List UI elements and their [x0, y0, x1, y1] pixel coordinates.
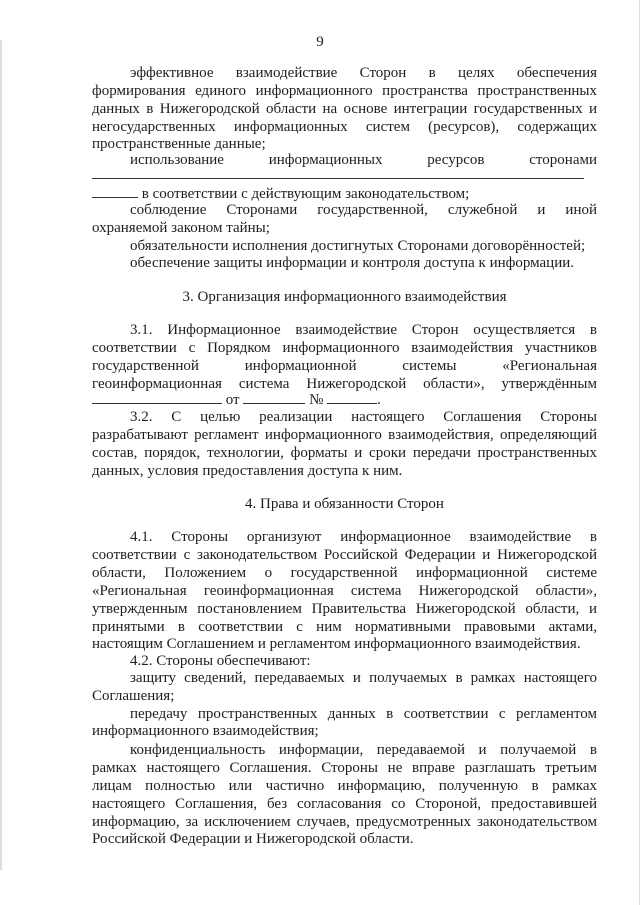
text-line: информационного взаимодействия;	[92, 723, 319, 739]
text-line: соблюдение Сторонами государственной, служебной и иной	[130, 202, 597, 218]
scan-edge	[0, 40, 2, 870]
text-line: использование информационных ресурсов сторонами	[130, 152, 597, 168]
section-heading: 3. Организация информационного взаимодействия	[182, 289, 507, 305]
text-line: геоинформационная система Нижегородской области», утверждённым	[92, 376, 597, 392]
text-line: Соглашения;	[92, 688, 175, 704]
blank-field	[327, 390, 377, 404]
text-line: состав, порядок, технологии, форматы и сроки передачи пространственных	[92, 445, 597, 461]
text-line: 4.2. Стороны обеспечивают:	[130, 653, 311, 669]
text-line: негосударственных информационных систем (ресурсов), содержащих	[92, 119, 597, 135]
text-line: государственной информационной системы «Региональная	[92, 358, 597, 374]
text-line: области, Положением о государственной информационной системе	[92, 565, 597, 581]
text-line: настоящего Соглашения, без согласования со Стороной, предоставившей	[92, 796, 597, 812]
text-line: соответствии с законодательством Российской Федерации и Нижегородской	[92, 547, 597, 563]
text-line: данных в Нижегородской области на основе интеграции государственных и	[92, 101, 597, 117]
section-heading: 4. Права и обязанности Сторон	[245, 496, 444, 512]
text-line: рамках настоящего Соглашения. Стороны не вправе разглашать третьим	[92, 760, 597, 776]
text-line: принятыми в соответствии с ним нормативными правовыми актами,	[92, 619, 597, 635]
text-line: конфиденциальность информации, передаваемой и получаемой в	[130, 742, 597, 758]
fill-in-line	[92, 178, 584, 179]
text-line: соответствии с Порядком информационного взаимодействия участников	[92, 340, 597, 356]
text-line: эффективное взаимодействие Сторон в целях обеспечения	[130, 65, 597, 81]
text-line: передачу пространственных данных в соответствии с регламентом	[130, 706, 597, 722]
text-line: от № .	[92, 390, 597, 408]
text-line	[92, 184, 597, 202]
number-label: №	[309, 392, 324, 408]
text-line: «Региональная геоинформационная система Нижегородской области»,	[92, 583, 597, 599]
text-line: утвержденным постановлением Правительства Нижегородской области, и	[92, 601, 597, 617]
blank-field	[243, 390, 305, 404]
text-line: Российской Федерации и Нижегородской области.	[92, 831, 414, 847]
text-line: информацию, за исключением случаев, предусмотренных законодательством	[92, 814, 597, 830]
text-line: обеспечение защиты информации и контроля доступа к информации.	[130, 255, 574, 271]
text-line: лицам полностью или частично информацию, полученную в рамках	[92, 778, 597, 794]
text-line: разрабатывают регламент информационного взаимодействия, определяющий	[92, 427, 597, 443]
text-line: 3.2. С целью реализации настоящего Соглашения Стороны	[130, 409, 597, 425]
text-span: в соответствии с действующим законодательством;	[141, 186, 470, 202]
text-line: охраняемой законом тайны;	[92, 220, 270, 236]
text-line: пространственные данные;	[92, 136, 266, 152]
text-line: данных, условия предоставления доступа к ним.	[92, 463, 403, 479]
text-line: 3.1. Информационное взаимодействие Сторон осуществляется в	[130, 322, 597, 338]
text-line: защиту сведений, передаваемых и получаемых в рамках настоящего	[130, 670, 597, 686]
blank-field	[92, 390, 222, 404]
text-line: формирования единого информационного пространства пространственных	[92, 83, 597, 99]
blank-field	[92, 184, 138, 198]
from-label: от	[225, 392, 240, 408]
text-line: обязательности исполнения достигнутых Сторонами договорённостей;	[130, 238, 586, 254]
page-number: 9	[316, 34, 324, 50]
text-line: 4.1. Стороны организуют информационное взаимодействие в	[130, 529, 597, 545]
text-line: настоящим Соглашением и регламентом информационного взаимодействия.	[92, 636, 581, 652]
